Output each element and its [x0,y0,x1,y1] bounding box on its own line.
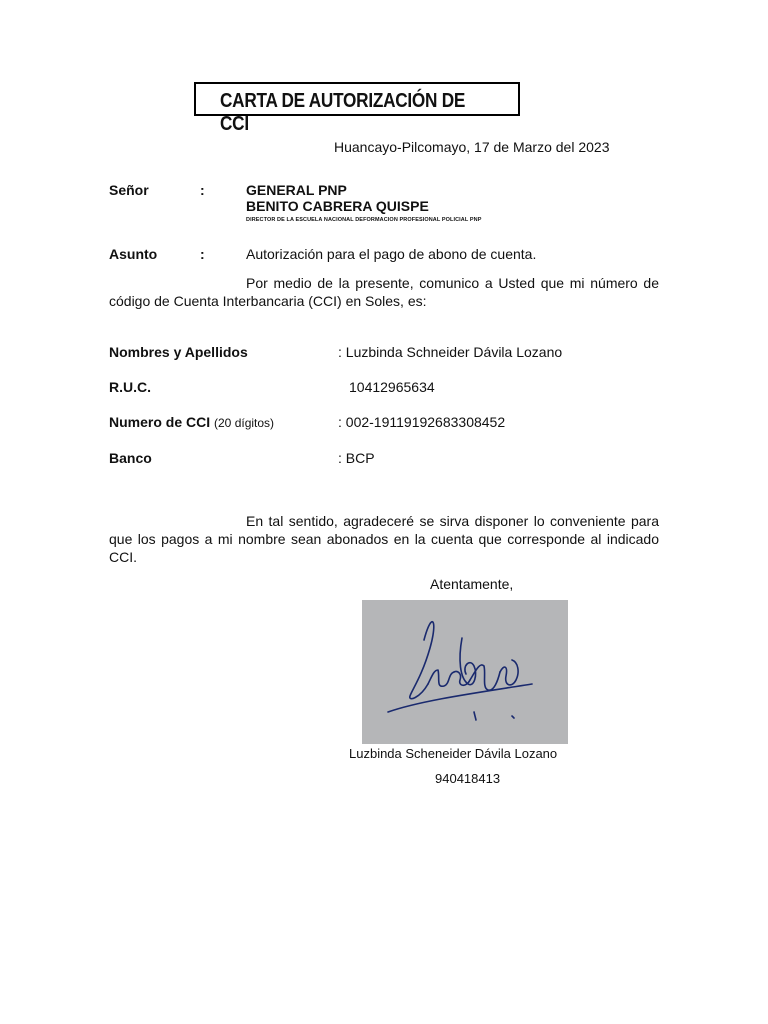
cci-value: : 002-19119192683308452 [338,414,506,430]
subject-label: Asunto [109,246,158,262]
cci-note: (20 dígitos) [214,416,275,430]
title-box [194,82,520,135]
recipient-label: Señor [109,182,149,198]
intro-paragraph [109,274,659,310]
ruc-label: R.U.C. [109,379,151,395]
farewell: Atentamente, [430,576,514,592]
signature-name: Luzbinda Scheneider Dávila Lozano [349,746,558,761]
recipient-line1: GENERAL PNP [246,182,347,198]
name-value: : Luzbinda Schneider Dávila Lozano [338,344,563,360]
place-date: Huancayo-Pilcomayo, 17 de Marzo del 2023 [334,139,610,155]
cci-label-text: Numero de CCI [109,414,211,430]
recipient-line2: BENITO CABRERA QUISPE [246,198,429,214]
subject-colon: : [200,246,205,262]
signature-image [362,600,568,744]
name-label: Nombres y Apellidos [109,344,248,360]
subject-text: Autorización para el pago de abono de cuenta. [246,246,537,262]
ruc-value: 10412965634 [349,379,435,395]
cci-label [109,414,274,430]
bank-label: Banco [109,450,152,466]
recipient-position: DIRECTOR DE LA ESCUELA NACIONAL DEFORMACION PROFESIONAL POLICIAL PNP [246,217,482,223]
closing-paragraph [109,512,659,566]
bank-value: : BCP [338,450,375,466]
signature-phone: 940418413 [435,771,501,786]
document-title: CARTA DE AUTORIZACIÓN DE CCI [220,90,466,135]
signature-scribble [362,600,568,744]
closing-paragraph-text: En tal sentido, agradeceré se sirva disponer lo conveniente para que los pagos a mi nombre sean abonados en la cuenta que corresponde al indicado CCI. [109,513,659,565]
recipient-colon: : [200,182,205,198]
intro-paragraph-text: Por medio de la presente, comunico a Usted que mi número de código de Cuenta Interbancaria (CCI) en Soles, es: [109,275,659,309]
